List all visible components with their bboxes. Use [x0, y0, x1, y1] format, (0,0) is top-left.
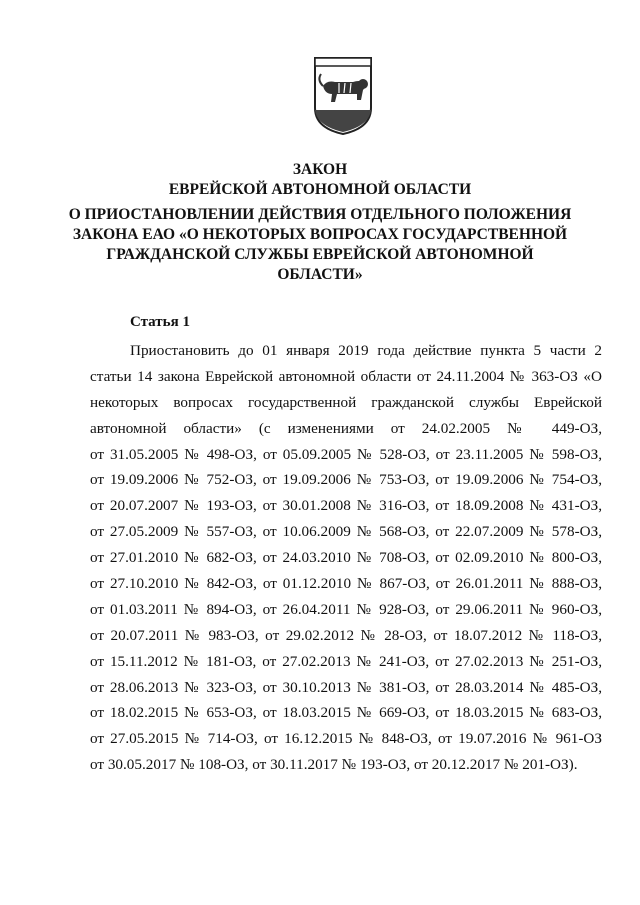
article-line: от 27.10.2010 № 842-ОЗ, от 01.12.2010 № 867-ОЗ, от 26.01.2011 № 888-ОЗ, — [90, 575, 602, 593]
article-body — [90, 338, 602, 778]
law-word: ЗАКОН — [292, 161, 348, 178]
article-line: от 27.01.2010 № 682-ОЗ, от 24.03.2010 № 708-ОЗ, от 02.09.2010 № 800-ОЗ, — [90, 549, 602, 567]
law-title-line: ЗАКОНА ЕАО «О НЕКОТОРЫХ ВОПРОСАХ ГОСУДАРСТВЕННОЙ — [72, 226, 568, 243]
article-line: от 28.06.2013 № 323-ОЗ, от 30.10.2013 № 381-ОЗ, от 28.03.2014 № 485-ОЗ, — [90, 678, 602, 696]
article-line: от 01.03.2011 № 894-ОЗ, от 26.04.2011 № 928-ОЗ, от 29.06.2011 № 960-ОЗ, — [90, 600, 602, 618]
article-line: некоторых вопросах государственной гражданской службы Еврейской — [90, 393, 602, 411]
article-heading: Статья 1 — [130, 314, 190, 330]
article-line: Приостановить до 01 января 2019 года действие пункта 5 части 2 — [130, 342, 602, 359]
article-line: от 27.05.2015 № 714-ОЗ, от 16.12.2015 № 848-ОЗ, от 19.07.2016 № 961-ОЗ — [90, 730, 602, 748]
article-line: статьи 14 закона Еврейской автономной области от 24.11.2004 № 363-ОЗ «О — [90, 367, 602, 385]
article-line: от 15.11.2012 № 181-ОЗ, от 27.02.2013 № 241-ОЗ, от 27.02.2013 № 251-ОЗ, — [90, 652, 602, 670]
article-line: от 18.02.2015 № 653-ОЗ, от 18.03.2015 № 669-ОЗ, от 18.03.2015 № 683-ОЗ, — [90, 704, 602, 722]
article-line: от 30.05.2017 № 108-ОЗ, от 30.11.2017 № 193-ОЗ, от 20.12.2017 № 201-ОЗ). — [90, 756, 578, 774]
article-line: от 31.05.2005 № 498-ОЗ, от 05.09.2005 № 528-ОЗ, от 23.11.2005 № 598-ОЗ, — [90, 445, 602, 463]
coat-of-arms-icon — [309, 52, 377, 138]
article-line: автономной области» (с изменениями от 24.02.2005 № 449-ОЗ, — [90, 419, 602, 437]
region-name: ЕВРЕЙСКОЙ АВТОНОМНОЙ ОБЛАСТИ — [168, 181, 472, 198]
article-line: от 19.09.2006 № 752-ОЗ, от 19.09.2006 № 753-ОЗ, от 19.09.2006 № 754-ОЗ, — [90, 471, 602, 489]
article-line: от 20.07.2011 № 983-ОЗ, от 29.02.2012 № 28-ОЗ, от 18.07.2012 № 118-ОЗ, — [90, 626, 602, 644]
article-line: от 27.05.2009 № 557-ОЗ, от 10.06.2009 № 568-ОЗ, от 22.07.2009 № 578-ОЗ, — [90, 523, 602, 541]
law-title-line: О ПРИОСТАНОВЛЕНИИ ДЕЙСТВИЯ ОТДЕЛЬНОГО ПОЛОЖЕНИЯ — [68, 206, 572, 223]
law-title — [0, 205, 640, 285]
law-heading — [0, 160, 640, 200]
law-title-line: ГРАЖДАНСКОЙ СЛУЖБЫ ЕВРЕЙСКОЙ АВТОНОМНОЙ — [106, 246, 534, 263]
article-line: от 20.07.2007 № 193-ОЗ, от 30.01.2008 № 316-ОЗ, от 18.09.2008 № 431-ОЗ, — [90, 497, 602, 515]
law-title-line: ОБЛАСТИ» — [277, 266, 363, 283]
